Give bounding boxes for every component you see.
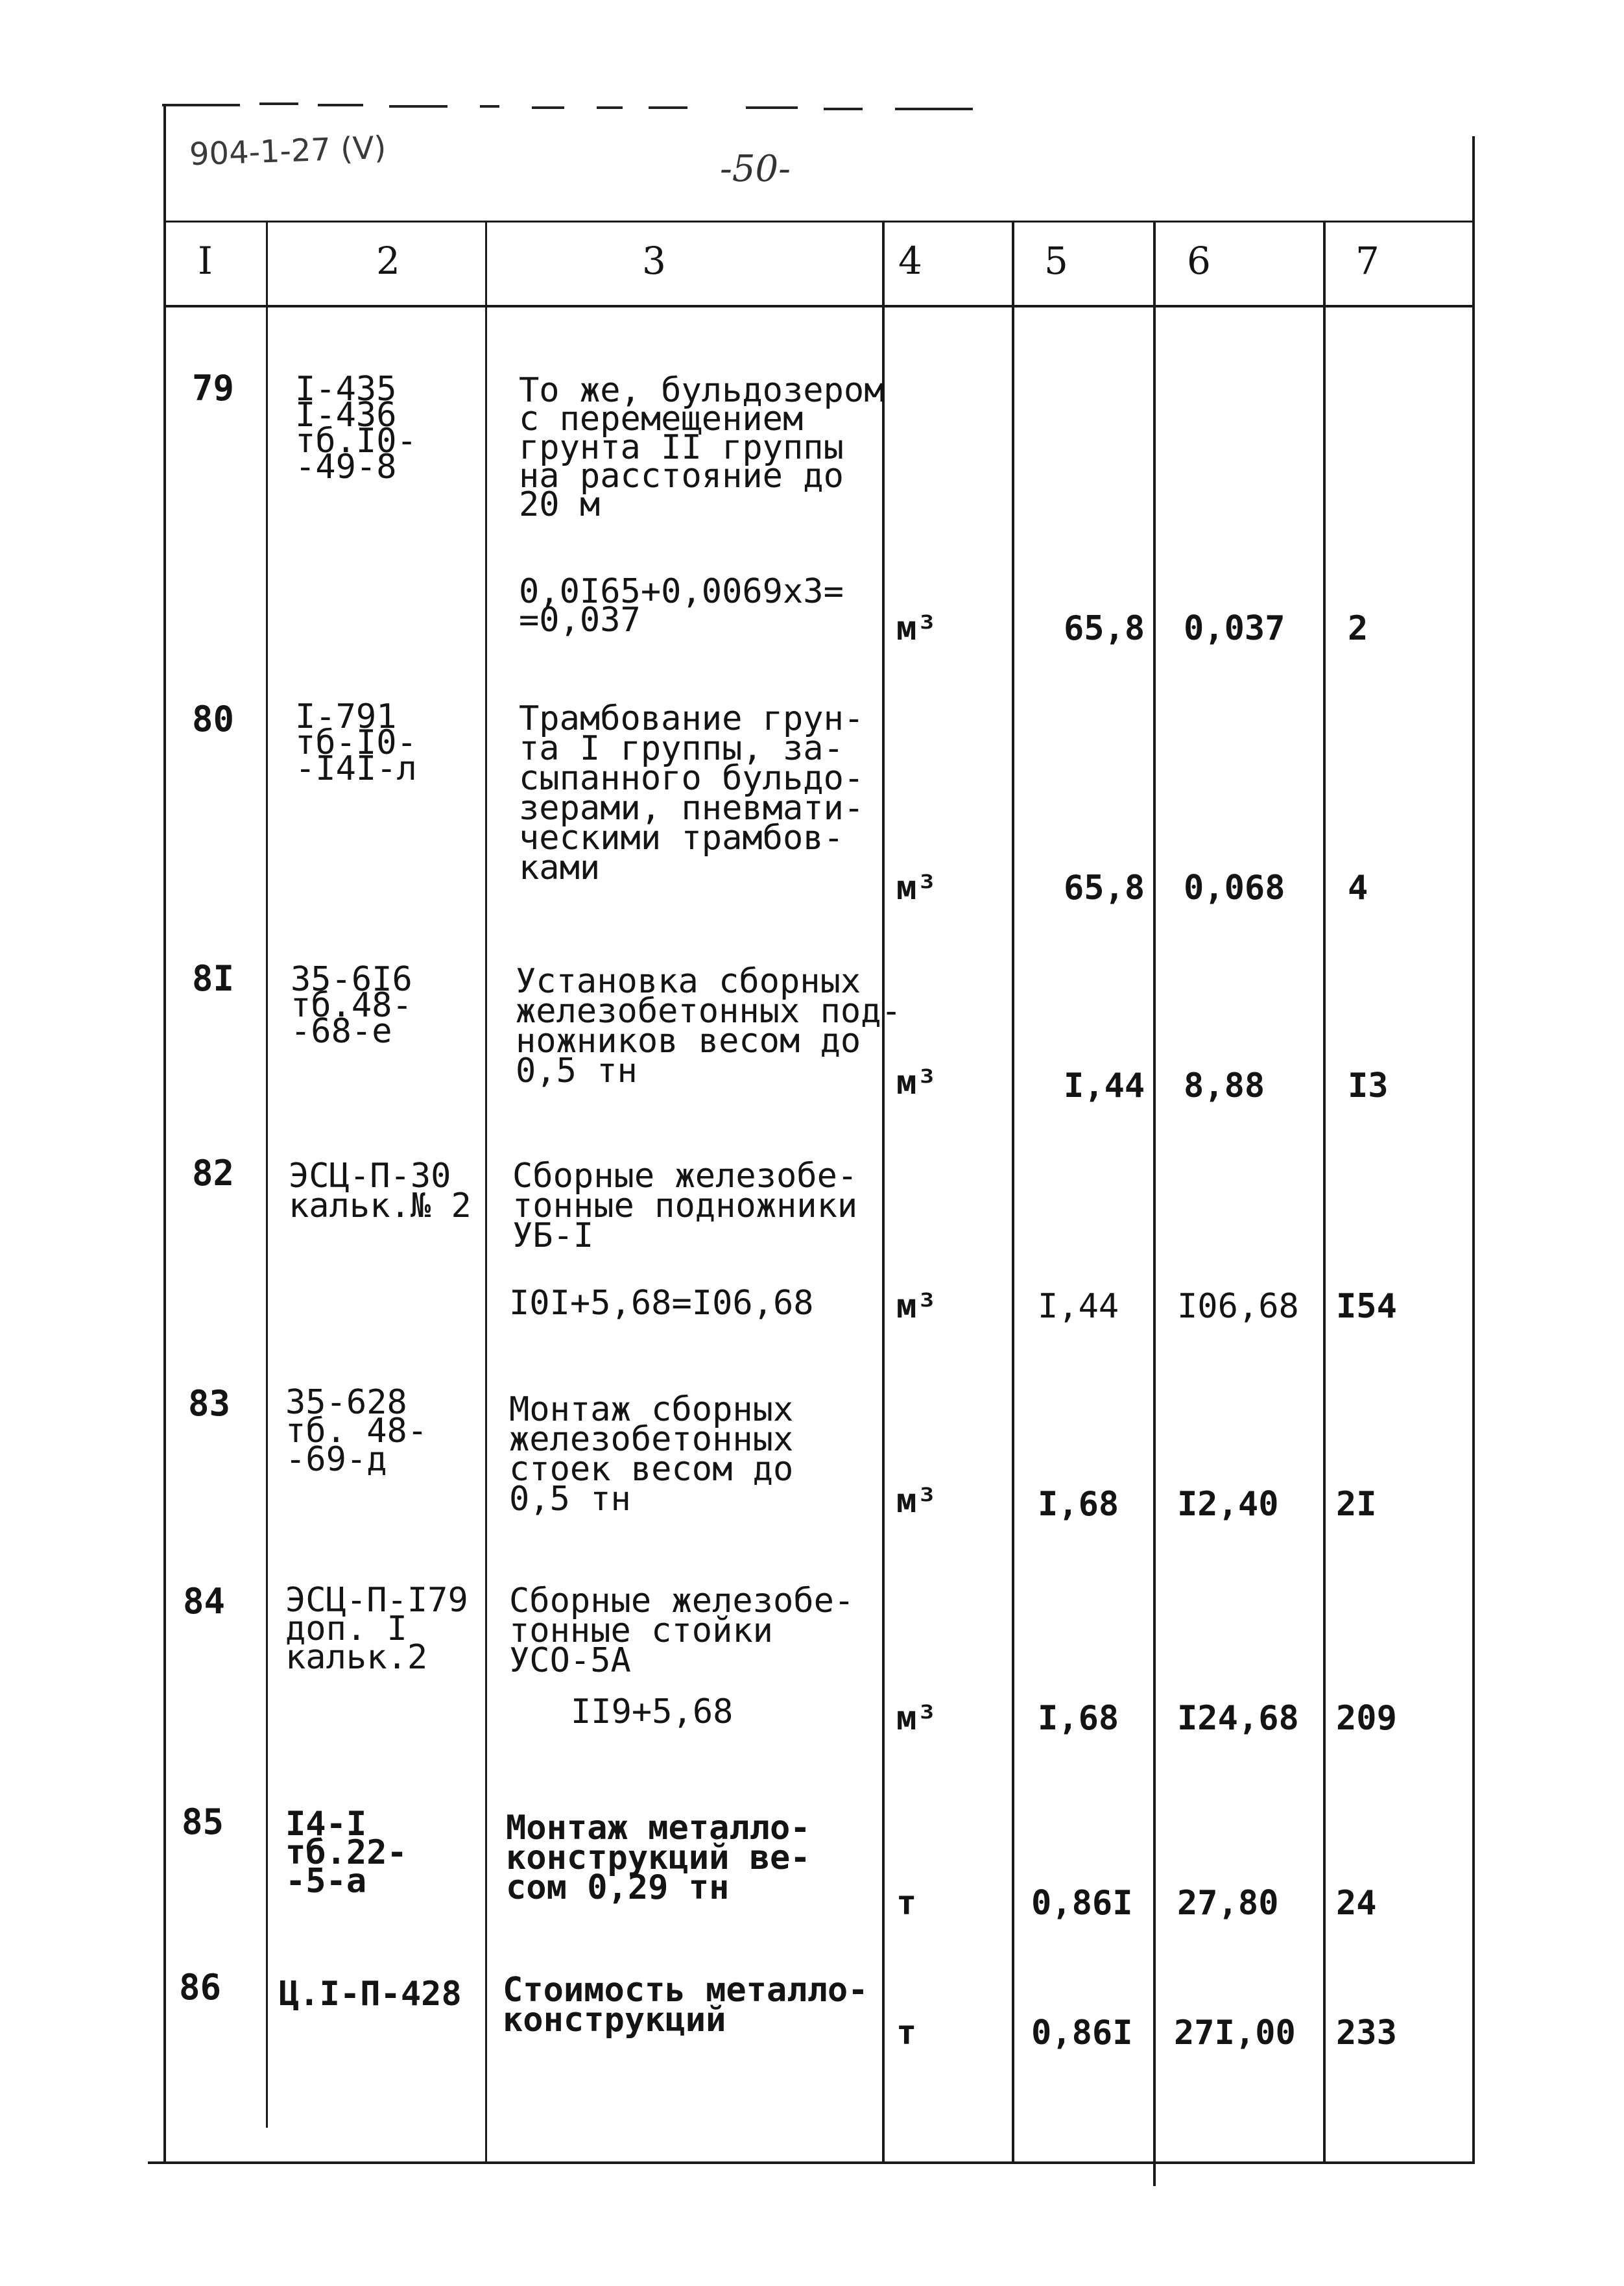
quantity: 65,8 xyxy=(1064,609,1145,648)
norm-code: I-791 тб-I0- -I4I-л xyxy=(295,697,417,788)
total-cost: 4 xyxy=(1348,869,1368,908)
left-border xyxy=(163,104,166,2164)
norm-code: ЭСЦ-П-30 кальк.№ 2 xyxy=(289,1157,472,1225)
column-divider xyxy=(1153,221,1156,2186)
cost-formula: II9+5,68 xyxy=(571,1692,734,1731)
total-cost: 2I xyxy=(1336,1485,1377,1524)
quantity: I,68 xyxy=(1038,1699,1119,1738)
top-border-dash xyxy=(259,102,298,105)
right-border xyxy=(1472,136,1475,2164)
work-description: Стоимость металло- конструкций xyxy=(503,1971,868,2039)
quantity: I,68 xyxy=(1038,1485,1119,1524)
row-number: 8I xyxy=(192,958,235,999)
work-description: Трамбование грун- та I группы, за- сыпанного бульдо- зерами, пневмати- ческими трамбов- ками xyxy=(519,699,865,887)
row-number: 86 xyxy=(179,1967,222,2008)
norm-code: 35-628 тб. 48- -69-д xyxy=(285,1383,428,1479)
work-description: Монтаж металло- конструкций ве- сом 0,29 тн xyxy=(506,1809,811,1907)
total-cost: 24 xyxy=(1336,1884,1377,1923)
row-number: 85 xyxy=(182,1801,224,1842)
quantity: 0,86I xyxy=(1031,2014,1133,2052)
quantity: 65,8 xyxy=(1064,869,1145,908)
column-header-1: I xyxy=(198,239,213,283)
row-number: 83 xyxy=(188,1383,231,1424)
column-header-3: 3 xyxy=(642,239,666,283)
quantity: I,44 xyxy=(1038,1287,1119,1326)
header-bottom-rule xyxy=(163,305,1475,307)
column-header-6: 6 xyxy=(1187,239,1211,283)
unit: м³ xyxy=(896,1482,937,1521)
total-cost: 233 xyxy=(1336,2014,1397,2052)
norm-code: Ц.I-П-428 xyxy=(279,1975,462,2014)
column-divider xyxy=(1012,221,1014,2161)
total-cost: 2 xyxy=(1348,609,1368,648)
unit: т xyxy=(896,2014,917,2052)
unit-price: I24,68 xyxy=(1177,1699,1299,1738)
top-border-dash xyxy=(649,106,687,109)
total-cost: I54 xyxy=(1336,1287,1397,1326)
row-number: 79 xyxy=(192,368,235,409)
top-border-dash xyxy=(824,108,863,110)
cost-formula: 0,0I65+0,0069x3= =0,037 xyxy=(519,572,844,640)
unit-price: 27I,00 xyxy=(1174,2014,1296,2052)
norm-code: I4-I тб.22- -5-а xyxy=(285,1805,407,1901)
unit-price: 27,80 xyxy=(1177,1884,1279,1923)
document-number: 904-1-27 (V) xyxy=(189,129,387,173)
top-border-dash xyxy=(389,105,448,108)
work-description: То же, бульдозером с перемещением грунта II группы на расстояние до 20 м xyxy=(519,371,885,524)
row-number: 82 xyxy=(192,1153,235,1194)
total-cost: I3 xyxy=(1348,1066,1389,1105)
unit: м³ xyxy=(896,1063,937,1102)
column-header-4: 4 xyxy=(898,239,922,283)
unit: м³ xyxy=(896,1699,937,1738)
top-border-dash xyxy=(746,106,798,109)
quantity: 0,86I xyxy=(1031,1884,1133,1923)
row-number: 84 xyxy=(183,1581,226,1622)
top-border-dash xyxy=(318,104,363,106)
column-divider xyxy=(1323,221,1326,2161)
top-border-dash xyxy=(597,106,623,109)
norm-code: 35-6I6 тб.48- -68-е xyxy=(291,960,412,1051)
column-header-7: 7 xyxy=(1355,239,1379,283)
norm-code: I-435 I-436 тб.I0- -49-8 xyxy=(295,370,417,487)
unit-price: 8,88 xyxy=(1184,1066,1265,1105)
unit-price: 0,037 xyxy=(1184,609,1285,648)
column-divider xyxy=(485,221,487,2161)
column-header-2: 2 xyxy=(376,239,400,283)
top-border-dash xyxy=(532,106,564,109)
top-border-dash xyxy=(895,108,973,110)
unit: м³ xyxy=(896,1287,937,1326)
norm-code: ЭСЦ-П-I79 доп. I кальк.2 xyxy=(285,1581,468,1677)
cost-formula: I0I+5,68=I06,68 xyxy=(509,1284,814,1323)
work-description: Монтаж сборных железобетонных стоек весом до 0,5 тн xyxy=(509,1390,794,1519)
work-description: Сборные железобе- тонные стойки УСО-5А xyxy=(509,1582,855,1680)
quantity: I,44 xyxy=(1064,1066,1145,1105)
unit-price: I06,68 xyxy=(1177,1287,1299,1326)
work-description: Установка сборных железобетонных под- ножников весом до 0,5 тн xyxy=(516,962,902,1090)
header-top-rule xyxy=(163,221,1475,223)
unit: м³ xyxy=(896,869,937,908)
unit-price: I2,40 xyxy=(1177,1485,1279,1524)
row-number: 80 xyxy=(192,699,235,740)
total-cost: 209 xyxy=(1336,1699,1397,1738)
column-header-5: 5 xyxy=(1044,239,1068,283)
top-border-dash xyxy=(162,104,240,106)
unit: м³ xyxy=(896,609,937,648)
unit-price: 0,068 xyxy=(1184,869,1285,908)
bottom-border xyxy=(148,2161,1475,2164)
page-number: -50- xyxy=(720,148,791,190)
work-description: Сборные железобе- тонные подножники УБ-I xyxy=(512,1157,858,1255)
top-border-dash xyxy=(480,105,499,108)
column-divider xyxy=(266,221,268,2128)
unit: т xyxy=(896,1884,917,1923)
